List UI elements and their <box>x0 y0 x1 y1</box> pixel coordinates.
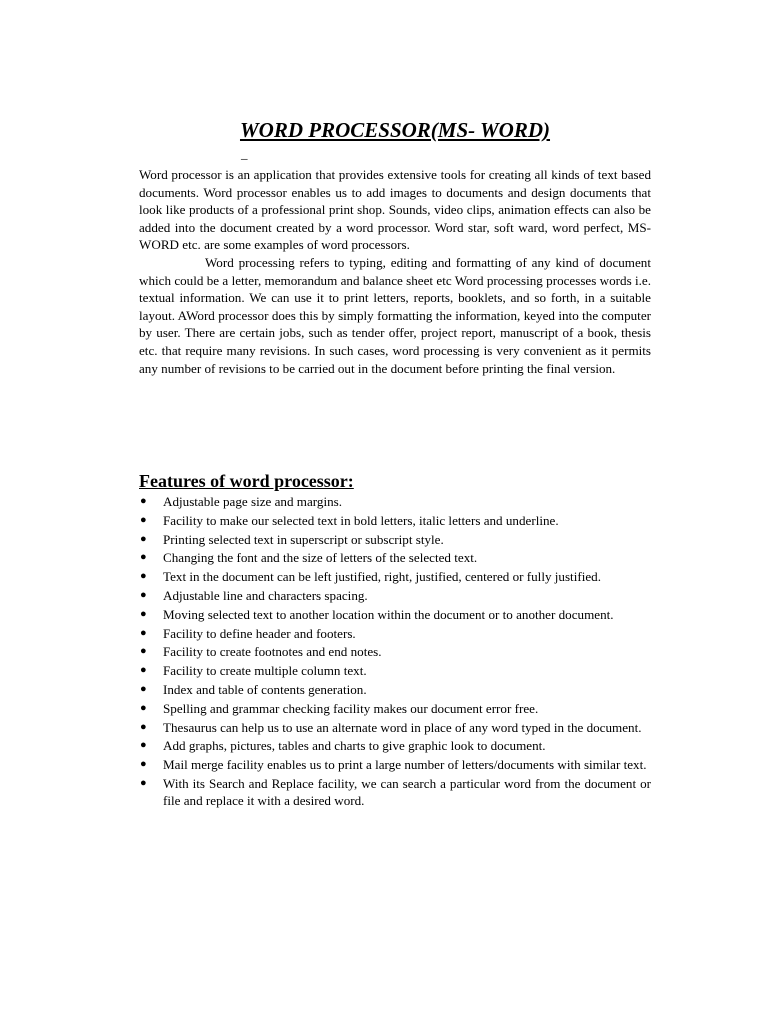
bullet-icon: ● <box>140 739 147 752</box>
list-item-text: Moving selected text to another location within the document or to another document. <box>163 606 614 622</box>
list-item-text: Facility to create footnotes and end notes. <box>163 644 382 660</box>
bullet-icon: ● <box>140 626 147 639</box>
word-processing-paragraph: Word processing refers to typing, editing and formatting of any kind of document which could be a letter, memorandum and balance sheet etc Word processing processes words i.e. textual information. We can use it to print letters, reports, booklets, and so forth, in a suitable layout. AWord processor does this by simply formatting the information, keyed into the computer by user. There are certain jobs, such as tender offer, project report, manuscript of a book, thesis etc. that require many revisions. In such cases, word processing is very convenient as it permits any number of revisions to be carried out in the document before printing the final version. <box>139 254 651 376</box>
list-item <box>139 719 651 736</box>
list-item-text: Thesaurus can help us to use an alternate word in place of any word typed in the document. <box>163 719 642 735</box>
list-item-text: Add graphs, pictures, tables and charts to give graphic look to document. <box>163 738 546 754</box>
bullet-icon: ● <box>140 776 147 789</box>
list-item <box>139 493 651 510</box>
list-item-text: Facility to define header and footers. <box>163 625 356 641</box>
bullet-icon: ● <box>140 570 147 583</box>
bullet-icon: ● <box>140 588 147 601</box>
intro-text-block <box>139 166 651 377</box>
features-heading: Features of word processor: <box>139 471 354 491</box>
list-item <box>139 756 651 773</box>
list-item <box>139 587 651 604</box>
bullet-icon: ● <box>140 607 147 620</box>
list-item <box>139 549 651 566</box>
list-item <box>139 606 651 623</box>
bullet-icon: ● <box>140 532 147 545</box>
bullet-icon: ● <box>140 645 147 658</box>
bullet-icon: ● <box>140 682 147 695</box>
list-item-text: Changing the font and the size of letters of the selected text. <box>163 550 478 566</box>
bullet-icon: ● <box>140 551 147 564</box>
list-item <box>139 662 651 679</box>
list-item <box>139 700 651 717</box>
features-list <box>139 493 651 811</box>
list-item-text: Spelling and grammar checking facility makes our document error free. <box>163 700 539 716</box>
bullet-icon: ● <box>140 720 147 733</box>
bullet-icon: ● <box>140 701 147 714</box>
list-item <box>139 625 651 642</box>
list-item-text: With its Search and Replace facility, we can search a particular word from the document or file and replace it with a desired word. <box>163 775 651 809</box>
list-item-text: Index and table of contents generation. <box>163 681 367 697</box>
bullet-icon: ● <box>140 513 147 526</box>
bullet-icon: ● <box>140 664 147 677</box>
bullet-icon: ● <box>140 758 147 771</box>
list-item <box>139 531 651 548</box>
list-item <box>139 512 651 529</box>
stray-underscore-mark: _ <box>241 146 248 161</box>
list-item <box>139 737 651 754</box>
list-item <box>139 775 651 810</box>
list-item <box>139 681 651 698</box>
intro-paragraph: Word processor is an application that provides extensive tools for creating all kinds of text based documents. Word processor enables us to add images to documents and design documents that look like products of a professional print shop. Sounds, video clips, animation effects can also be added into the document created by a word processor. Word star, soft ward, word perfect, MS-WORD etc. are some examples of word processors. <box>139 167 651 253</box>
bullet-icon: ● <box>140 495 147 507</box>
list-item-text: Printing selected text in superscript or subscript style. <box>163 531 444 547</box>
list-item-text: Adjustable line and characters spacing. <box>163 587 368 603</box>
list-item <box>139 568 651 585</box>
list-item-text: Facility to create multiple column text. <box>163 663 367 679</box>
list-item-text: Text in the document can be left justified, right, justified, centered or fully justified. <box>163 569 601 585</box>
list-item-text: Facility to make our selected text in bold letters, italic letters and underline. <box>163 512 559 528</box>
list-item-text: Adjustable page size and margins. <box>163 494 343 509</box>
list-item <box>139 643 651 660</box>
list-item-text: Mail merge facility enables us to print a large number of letters/documents with similar text. <box>163 757 647 773</box>
document-title: WORD PROCESSOR(MS- WORD) <box>239 118 551 142</box>
